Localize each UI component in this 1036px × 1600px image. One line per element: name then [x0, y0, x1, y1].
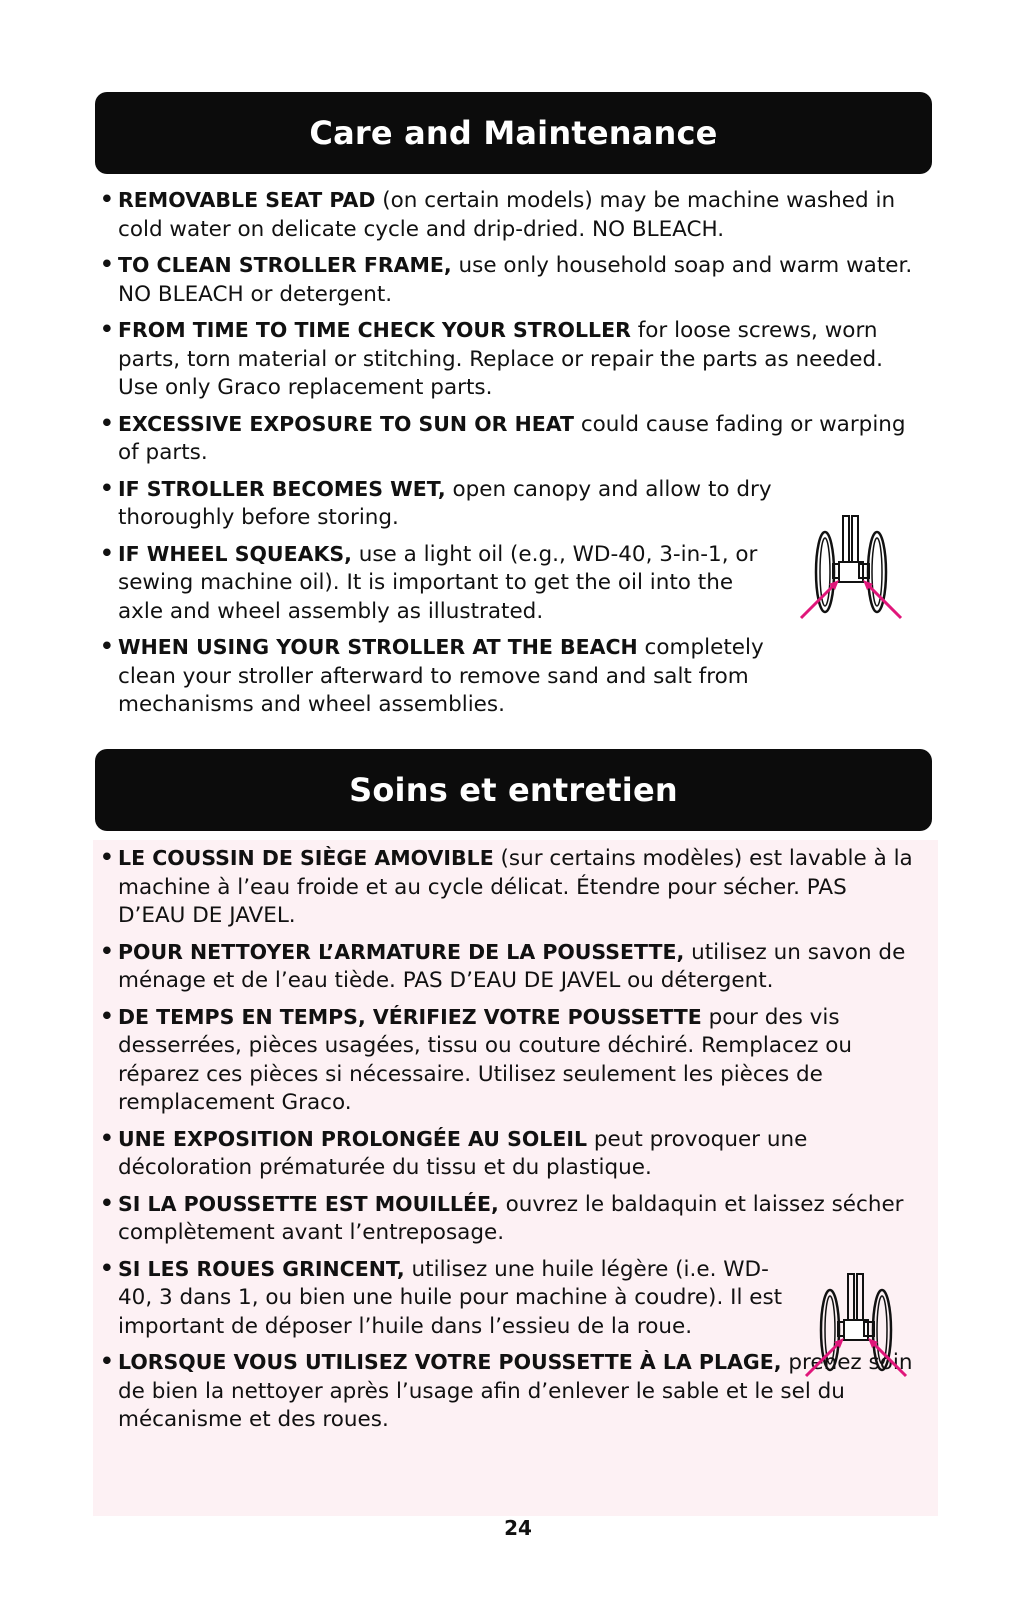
list-item: • TO CLEAN STROLLER FRAME, use only household soap and warm water. NO BLEACH or detergent.	[100, 252, 913, 307]
list-item: • IF STROLLER BECOMES WET, open canopy and allow to dry thoroughly before storing.	[100, 475, 772, 530]
wheel-assembly-illustration-fr	[800, 1270, 915, 1385]
section-title-english: Care and Maintenance	[309, 114, 718, 152]
french-list	[100, 844, 920, 1442]
section-title-french: Soins et entretien	[349, 771, 678, 809]
wheel-assembly-illustration	[795, 512, 910, 627]
list-item: • SI LES ROUES GRINCENT, utilisez une huile légère (i.e. WD-40, 3 dans 1, ou bien une huile pour machine à coudre). Il est important de déposer l’huile dans l’essieu de la roue.	[100, 1255, 783, 1339]
list-item: • EXCESSIVE EXPOSURE TO SUN OR HEAT could cause fading or warping of parts.	[100, 410, 906, 465]
list-item: • IF WHEEL SQUEAKS, use a light oil (e.g., WD-40, 3-in-1, or sewing machine oil). It is important to get the oil into the axle and wheel assembly as illustrated.	[100, 540, 758, 624]
care-maintenance-banner	[95, 92, 932, 174]
list-item: • FROM TIME TO TIME CHECK YOUR STROLLER for loose screws, worn parts, torn material or stitching. Replace or repair the parts as needed. Use only Graco replacement parts.	[100, 317, 883, 400]
soins-entretien-banner	[95, 749, 932, 831]
list-item: • POUR NETTOYER L’ARMATURE DE LA POUSSETTE, utilisez un savon de ménage et de l’eau tiède. PAS D’EAU DE JAVEL ou détergent.	[100, 938, 906, 993]
page-number: 24	[504, 1516, 532, 1540]
list-item: • LE COUSSIN DE SIÈGE AMOVIBLE (sur certains modèles) est lavable à la machine à l’eau froide et au cycle délicat. Étendre pour sécher. PAS D’EAU DE JAVEL.	[100, 845, 913, 928]
list-item: • UNE EXPOSITION PROLONGÉE AU SOLEIL peut provoquer une décoloration prématurée du tissu et du plastique.	[100, 1125, 808, 1180]
list-item: • WHEN USING YOUR STROLLER AT THE BEACH completely clean your stroller afterward to remove sand and salt from mechanisms and wheel assemblies.	[100, 634, 764, 717]
list-item: • LORSQUE VOUS UTILISEZ VOTRE POUSSETTE À LA PLAGE, prenez soin de bien la nettoyer après l’usage afin d’enlever le sable et le sel du mécanisme et des roues.	[100, 1349, 913, 1432]
english-list	[100, 186, 920, 727]
list-item: • DE TEMPS EN TEMPS, VÉRIFIEZ VOTRE POUSSETTE pour des vis desserrées, pièces usagées, tissu ou couture déchiré. Remplacez ou réparez ces pièces si nécessaire. Utilisez seulement les pièces de remplacement Graco.	[100, 1003, 852, 1115]
list-item: • REMOVABLE SEAT PAD (on certain models) may be machine washed in cold water on delicate cycle and drip-dried. NO BLEACH.	[100, 187, 896, 242]
list-item: • SI LA POUSSETTE EST MOUILLÉE, ouvrez le baldaquin et laissez sécher complètement avant l’entreposage.	[100, 1190, 904, 1245]
